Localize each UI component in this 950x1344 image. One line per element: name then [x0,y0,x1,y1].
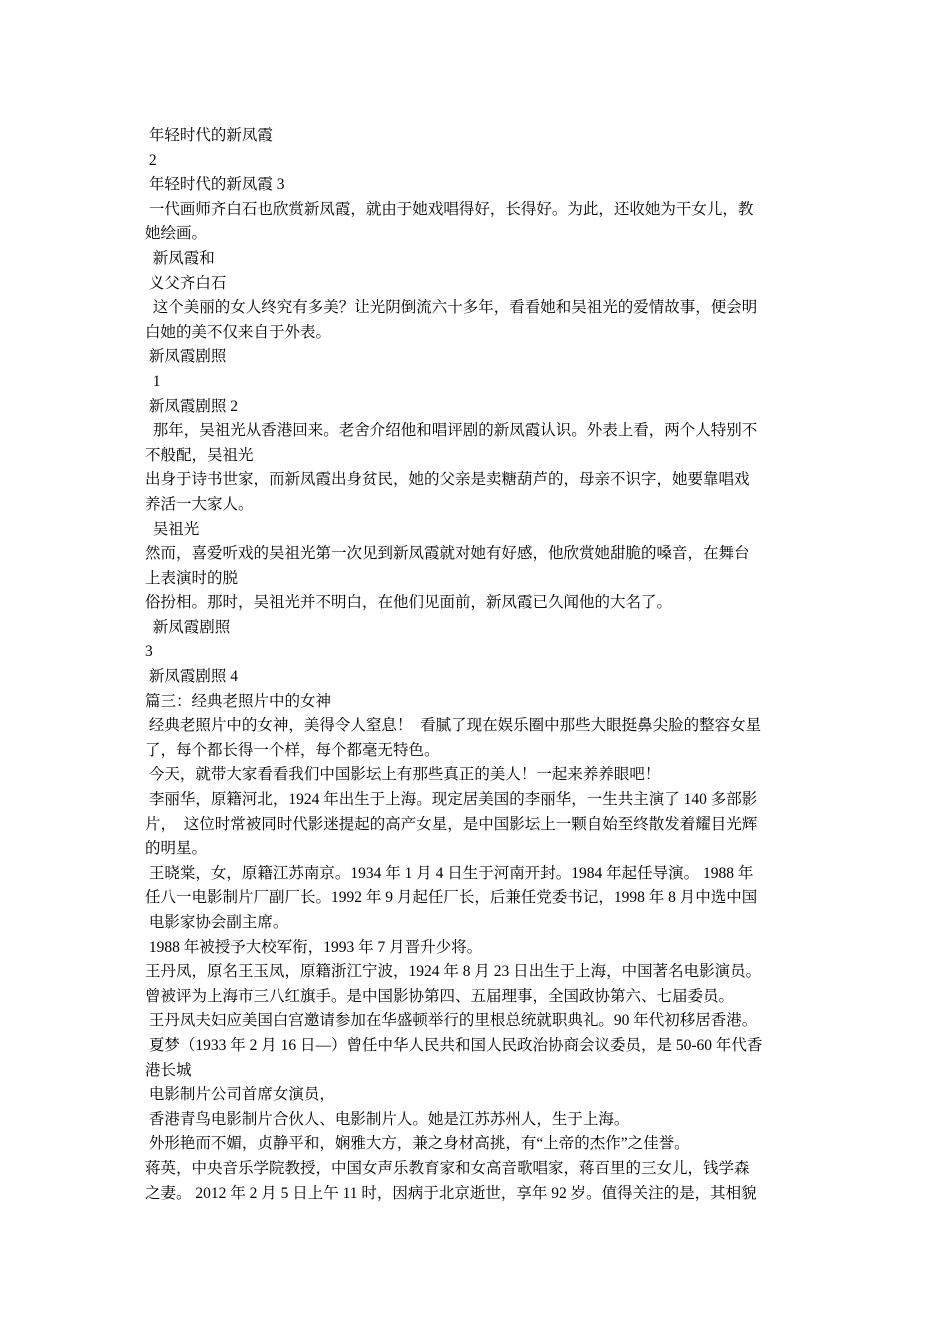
text-line: 新凤霞和 [145,249,215,267]
text-line: 今天，就带大家看看我们中国影坛上有那些真正的美人！一起来养养眼吧！ [145,766,661,784]
text-line: 上表演时的脱 [145,569,239,587]
text-line: 夏梦（1933 年 2 月 16 日—）曾任中华人民共和国人民政治协商会议委员，是 50-60 年代香 [145,1036,763,1054]
text-line: 港长城 [145,1061,192,1079]
text-line: 李丽华，原籍河北，1924 年出生于上海。现定居美国的李丽华，一生共主演了 140 多部影 [145,791,758,809]
text-line: 了，每个都长得一个样，每个都毫无特色。 [145,741,440,759]
text-line: 年轻时代的新凤霞 [145,127,273,144]
text-line: 那年，吴祖光从香港回来。老舍介绍他和唱评剧的新凤霞认识。外表上看，两个人特别不 [145,422,758,440]
text-line: 任八一电影制片厂副厂长。1992 年 9 月起任厂长，后兼任党委书记，1998 年 8 月中选中国 [145,889,758,907]
text-line: 俗扮相。那时，吴祖光并不明白，在他们见面前，新凤霞已久闻他的大名了。 [145,594,673,612]
text-line: 电影制片公司首席女演员， [145,1086,335,1104]
text-line: 香港青鸟电影制片合伙人、电影制片人。她是江苏苏州人，生于上海。 [145,1110,630,1128]
text-line: 外形艳而不媚，贞静平和，娴雅大方，兼之身材高挑，有“上帝的杰作”之佳誉。 [145,1135,690,1153]
text-line: 新凤霞剧照 [145,618,231,636]
text-line: 年轻时代的新凤霞 3 [145,176,285,194]
text-line: 义父齐白石 [145,274,227,292]
text-line: 王丹凤夫妇应美国白宫邀请参加在华盛顿举行的里根总统就职典礼。90 年代初移居香港。 [145,1012,758,1030]
text-line: 曾被评为上海市三八红旗手。是中国影协第四、五届理事，全国政协第六、七届委员。 [145,987,735,1005]
text-line: 1988 年被授予大校军衔，1993 年 7 月晋升少将。 [145,938,483,956]
document-page [145,124,810,1206]
text-line: 白她的美不仅来自于外表。 [145,323,332,341]
text-line: 吴祖光 [145,520,200,538]
text-line: 一代画师齐白石也欣赏新凤霞，就由于她戏唱得好，长得好。为此，还收她为干女儿，教 [145,200,754,218]
text-line: 王晓棠，女，原籍江苏南京。1934 年 1 月 4 日生于河南开封。1984 年起任导演。 1988 年 [145,864,754,882]
text-line: 蒋英，中央音乐学院教授，中国女声乐教育家和女高音歌唱家，蒋百里的三女儿，钱学森 [145,1159,750,1177]
text-line: 王丹凤，原名王玉凤，原籍浙江宁波，1924 年 8 月 23 日出生于上海，中国著名电影演员。 [145,963,762,981]
text-line: 3 [145,643,153,661]
text-line: 这个美丽的女人终究有多美？让光阴倒流六十多年，看看她和吴祖光的爱情故事，便会明 [145,299,758,317]
text-line: 养活一大家人。 [145,495,254,513]
text-line: 片， 这位时常被同时代影迷提起的高产女星，是中国影坛上一颗自始至终散发着耀目光辉 [145,815,758,833]
text-line: 新凤霞剧照 4 [145,668,239,686]
text-line: 1 [145,372,161,390]
text-line: 然而，喜爱听戏的吴祖光第一次见到新凤霞就对她有好感，他欣赏她甜脆的嗓音，在舞台 [145,545,750,563]
text-line: 经典老照片中的女神，美得令人窒息！ 看腻了现在娱乐圈中那些大眼挺鼻尖脸的整容女星 [145,717,762,735]
text-line: 新凤霞剧照 2 [145,397,239,415]
section-heading: 篇三：经典老照片中的女神 [145,692,332,710]
text-line: 电影家协会副主席。 [145,914,289,931]
text-line: 之妻。 2012 年 2 月 5 日上午 11 时，因病于北京逝世，享年 92 岁。值得关注的是，其相貌 [145,1184,757,1202]
text-line: 新凤霞剧照 [145,348,227,366]
text-line: 的明星。 [145,840,208,858]
text-line: 她绘画。 [145,225,208,243]
text-line: 2 [145,151,157,169]
text-line: 不般配，吴祖光 [145,446,254,464]
text-line: 出身于诗书世家，而新凤霞出身贫民，她的父亲是卖糖葫芦的，母亲不识字，她要靠唱戏 [145,471,750,489]
